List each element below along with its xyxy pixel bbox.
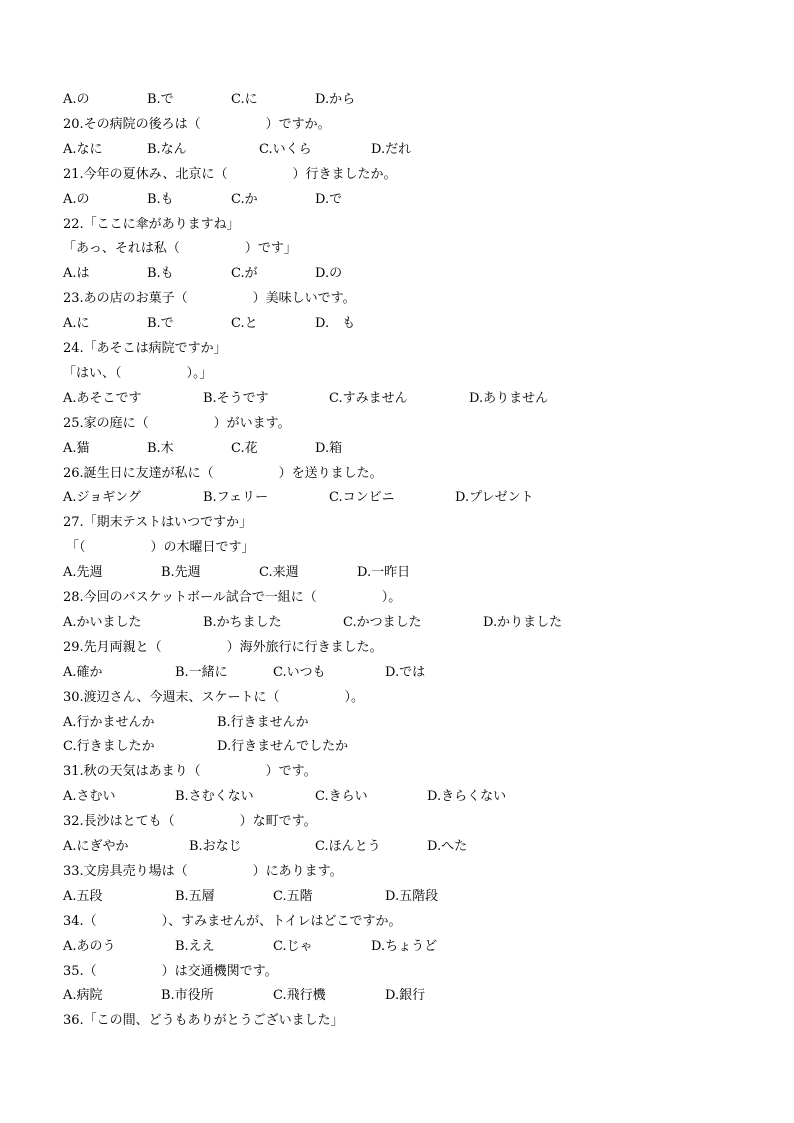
- option-c: C.飛行機: [273, 988, 326, 1004]
- question-text: 21.今年の夏休み、北京に（ ）行きましたか。: [63, 166, 397, 182]
- option-a: A.なに: [63, 141, 103, 157]
- option-a: A.行かませんか: [63, 714, 155, 730]
- option-b: B.かちました: [203, 614, 282, 630]
- option-b: B.木: [147, 440, 174, 456]
- option-b: B.も: [147, 191, 174, 207]
- option-c: C.来週: [259, 565, 299, 581]
- option-a: A.確か: [63, 664, 103, 680]
- option-d: D.箱: [315, 440, 343, 456]
- option-b: B.で: [147, 92, 174, 107]
- option-c: C.すみません: [329, 390, 408, 406]
- option-c: C.コンビニ: [329, 490, 395, 506]
- option-a: A.にぎやか: [63, 839, 129, 854]
- option-d: D.一昨日: [357, 565, 411, 581]
- option-b: B.おなじ: [189, 839, 242, 854]
- question-text: 36.「この間、どうもありがとうございました」: [63, 1013, 344, 1029]
- option-a: A.あそこです: [63, 390, 142, 406]
- option-c: C.と: [231, 316, 258, 332]
- option-a: A.病院: [63, 988, 103, 1004]
- question-text: 27.「期末テストはいつですか」: [63, 515, 253, 531]
- question-text: 20.その病院の後ろは（ ）ですか。: [63, 116, 331, 132]
- question-text: 30.渡辺さん、今週末、スケートに（ ）。: [63, 689, 364, 705]
- option-d: D.五階段: [385, 888, 439, 904]
- question-text: 「はい、（ ）。」: [63, 365, 213, 381]
- option-b: B.なん: [147, 141, 187, 157]
- option-b: B.一緒に: [175, 664, 228, 680]
- question-text: 33.文房具売り場は（ ）にあります。: [63, 863, 343, 879]
- question-text: 25.家の庭に（ ）がいます。: [63, 415, 291, 431]
- option-c: C.五階: [273, 888, 313, 904]
- option-b: B.で: [147, 316, 174, 332]
- option-c: C.ほんとう: [315, 839, 381, 854]
- question-text: 34.（ ）、すみませんが、トイレはどこですか。: [63, 913, 402, 929]
- question-text: 24.「あそこは病院ですか」: [63, 341, 227, 356]
- option-a: C.行きましたか: [63, 739, 155, 755]
- option-b: B.市役所: [161, 988, 214, 1004]
- option-a: A.は: [63, 266, 90, 282]
- option-c: C.いくら: [259, 141, 312, 157]
- option-d: D.きらくない: [427, 789, 507, 805]
- option-b: B.行きませんか: [217, 714, 309, 730]
- option-c: C.きらい: [315, 789, 368, 805]
- option-a: A.の: [63, 191, 90, 207]
- option-d: D.プレゼント: [455, 490, 534, 506]
- option-d: D.から: [315, 92, 356, 107]
- question-text: 23.あの店のお菓子（ ）美味しいです。: [63, 291, 356, 307]
- question-text: 35.（ ）は交通機関です。: [63, 963, 278, 979]
- question-text: 「あっ、それは私（ ）です」: [63, 241, 297, 257]
- option-b: B.そうです: [203, 390, 269, 406]
- option-c: C.じゃ: [273, 938, 313, 954]
- option-d: D.かりました: [483, 614, 563, 630]
- question-text: 「（ ）の木曜日です」: [66, 540, 255, 556]
- question-text: 29.先月両親と（ ）海外旅行に行きました。: [63, 639, 383, 655]
- option-b: D.行きませんでしたか: [217, 739, 349, 755]
- option-a: A.の: [63, 92, 90, 107]
- option-a: A.あのう: [63, 938, 116, 954]
- option-c: C.かつました: [343, 614, 422, 630]
- option-a: A.ジョギング: [63, 490, 141, 506]
- option-d: D.ちょうど: [371, 938, 438, 954]
- option-a: A.に: [63, 316, 90, 332]
- option-d: D.へた: [427, 839, 468, 854]
- option-c: C.花: [231, 440, 258, 456]
- option-d: D.の: [315, 266, 343, 282]
- option-a: A.先週: [63, 565, 103, 581]
- option-d: D.銀行: [385, 988, 426, 1004]
- option-b: B.も: [147, 266, 174, 282]
- option-d: D.だれ: [371, 141, 412, 157]
- option-b: B.五層: [175, 888, 215, 904]
- option-c: C.か: [231, 191, 258, 207]
- option-b: B.先週: [161, 565, 201, 581]
- option-c: C.に: [231, 92, 258, 107]
- option-a: A.猫: [63, 440, 90, 456]
- option-c: C.が: [231, 266, 258, 282]
- question-text: 26.誕生日に友達が私に（ ）を送りました。: [63, 465, 383, 481]
- question-text: 28.今回のバスケットボール試合で一組に（ ）。: [63, 590, 402, 605]
- option-b: B.さむくない: [175, 789, 254, 805]
- option-b: B.ええ: [175, 938, 215, 954]
- option-b: B.フェリー: [203, 490, 269, 506]
- question-text: 31.秋の天気はあまり（ ）です。: [63, 764, 317, 780]
- option-d: D.ありません: [469, 390, 549, 406]
- option-d: D.で: [315, 191, 343, 207]
- option-a: A.かいました: [63, 614, 142, 630]
- option-c: C.いつも: [273, 664, 326, 680]
- option-a: A.さむい: [63, 789, 116, 805]
- question-text: 22.「ここに傘がありますね」: [63, 216, 240, 232]
- option-d: D.では: [385, 664, 426, 680]
- option-a: A.五段: [63, 888, 103, 904]
- option-d: D. も: [315, 316, 356, 332]
- question-text: 32.長沙はとても（ ）な町です。: [63, 814, 317, 830]
